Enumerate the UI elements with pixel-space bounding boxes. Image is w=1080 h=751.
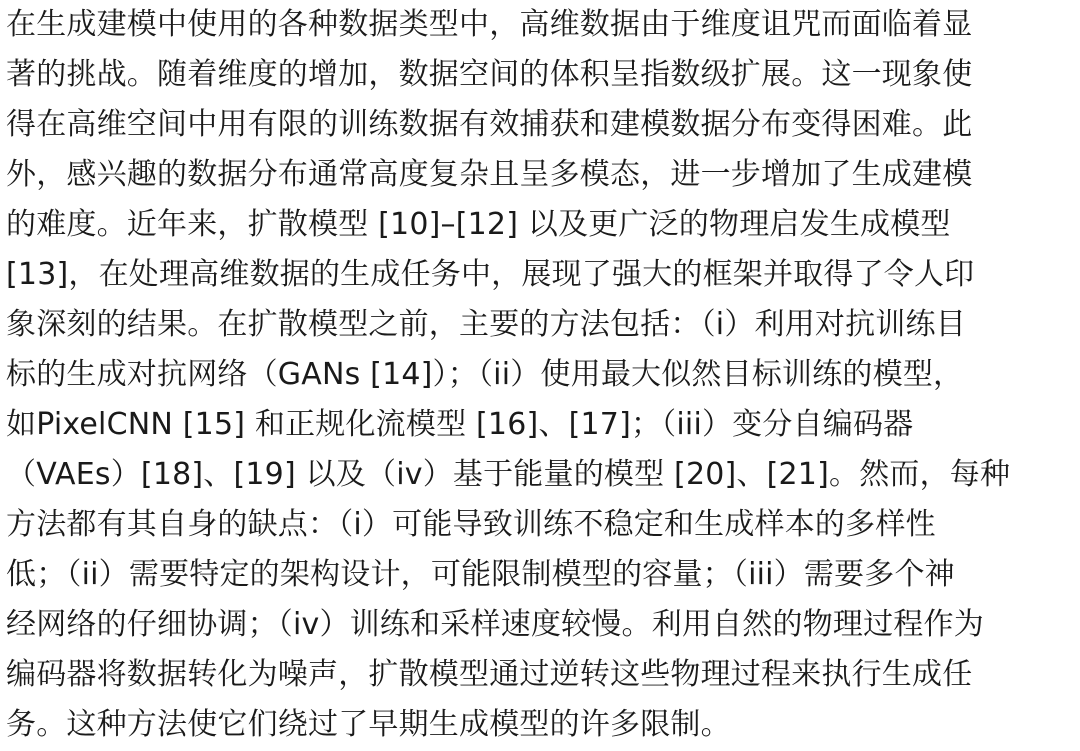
paragraph-line: [13]，在处理高维数据的生成任务中，展现了强大的框架并取得了令人印 [6,257,975,292]
paragraph-line: 著的挑战。随着维度的增加，数据空间的体积呈指数级扩展。这一现象使 [6,57,973,92]
paragraph-line: 编码器将数据转化为噪声，扩散模型通过逆转这些物理过程来执行生成任 [6,657,973,692]
paragraph-line: 象深刻的结果。在扩散模型之前，主要的方法包括：（i）利用对抗训练目 [6,307,966,342]
paragraph-line: （VAEs）[18]、[19] 以及（iv）基于能量的模型 [20]、[21]。然而，每种 [6,457,1011,492]
paragraph-line: 外，感兴趣的数据分布通常高度复杂且呈多模态，进一步增加了生成建模 [6,157,973,192]
paragraph-line: 务。这种方法使它们绕过了早期生成模型的许多限制。 [6,707,731,742]
paragraph-line: 方法都有其自身的缺点：（i）可能导致训练不稳定和生成样本的多样性 [6,507,936,542]
paragraph-line: 的难度。近年来，扩散模型 [10]–[12] 以及更广泛的物理启发生成模型 [6,207,951,242]
paragraph-line: 如PixelCNN [15] 和正规化流模型 [16]、[17]；（iii）变分自编码器 [6,407,914,442]
paragraph-line: 低；（ii）需要特定的架构设计，可能限制模型的容量；（iii）需要多个神 [6,557,955,592]
paragraph-line: 标的生成对抗网络（GANs [14]）；（ii）使用最大似然目标训练的模型， [6,357,964,392]
paragraph-line: 经网络的仔细协调；（iv）训练和采样速度较慢。利用自然的物理过程作为 [6,607,984,642]
paragraph-line: 得在高维空间中用有限的训练数据有效捕获和建模数据分布变得困难。此 [6,107,973,142]
paragraph-line: 在生成建模中使用的各种数据类型中，高维数据由于维度诅咒而面临着显 [6,7,973,42]
